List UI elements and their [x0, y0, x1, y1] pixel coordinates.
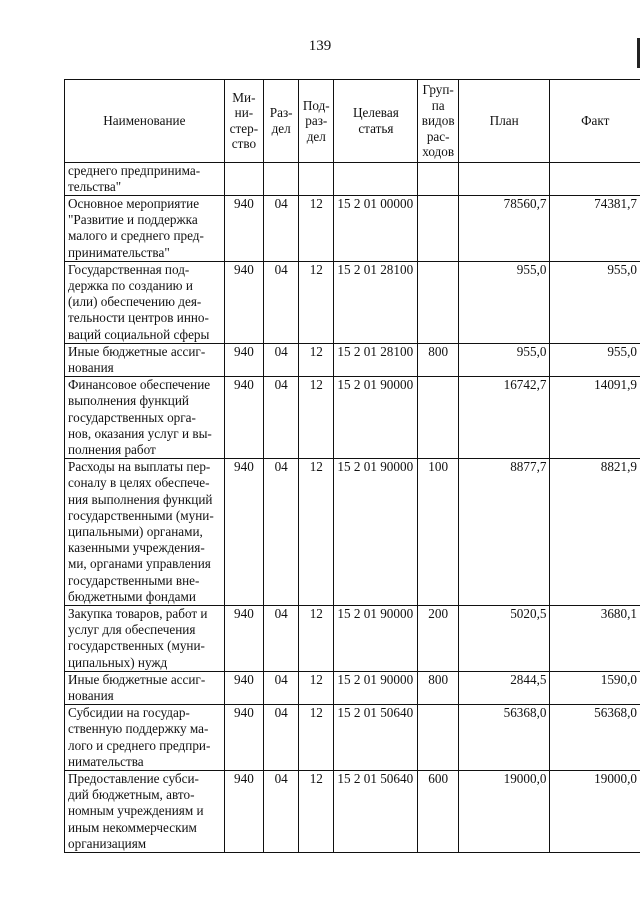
table-row — [65, 377, 640, 459]
cell-group: 100 — [418, 459, 458, 606]
table-header-row — [65, 80, 640, 163]
cell-name-line: Иные бюджетные ассиг- — [68, 671, 206, 687]
cell-ministry: 940 — [224, 705, 263, 771]
header-line: дел — [306, 128, 326, 144]
header-line: ство — [231, 136, 257, 152]
cell-name-line: Предоставление субси- — [68, 771, 199, 787]
header-subsection — [299, 80, 334, 163]
cell-target: 15 2 01 28100 — [334, 261, 418, 343]
header-fact: Факт — [550, 80, 640, 163]
cell-name-line: выполнения функций — [68, 393, 189, 409]
cell-fact: 56368,0 — [550, 705, 640, 771]
header-line: Груп- — [422, 82, 454, 97]
cell-section: 04 — [264, 771, 299, 853]
cell-target: 15 2 01 50640 — [334, 705, 418, 771]
cell-name-line: бюджетными фондами — [68, 588, 196, 604]
cell-subsection: 12 — [299, 605, 334, 671]
cell-target: 15 2 01 90000 — [334, 671, 418, 704]
cell-subsection: 12 — [299, 771, 334, 853]
cell-name-line: Финансовое обеспечение — [68, 377, 211, 393]
cell-ministry: 940 — [224, 771, 263, 853]
cell-name-line: тельности центров инно- — [68, 310, 209, 326]
cell-target: 15 2 01 50640 — [334, 771, 418, 853]
cell-name-line: государственными (муни- — [68, 507, 214, 523]
table-row — [65, 771, 640, 853]
cell-subsection: 12 — [299, 195, 334, 261]
cell-name-line: организациям — [68, 835, 147, 851]
cell-target: 15 2 01 28100 — [334, 343, 418, 376]
cell-plan — [458, 162, 550, 195]
header-line: рас- — [426, 128, 450, 144]
table-body — [65, 162, 640, 853]
cell-fact: 14091,9 — [550, 377, 640, 459]
cell-target: 15 2 01 00000 — [334, 195, 418, 261]
header-section — [264, 80, 299, 163]
cell-subsection: 12 — [299, 377, 334, 459]
cell-name-line: Расходы на выплаты пер- — [68, 459, 211, 475]
cell-name-line: малого и среднего пред- — [68, 228, 204, 244]
cell-name — [65, 459, 225, 606]
cell-ministry: 940 — [224, 459, 263, 606]
cell-name-line: "Развитие и поддержка — [68, 212, 198, 228]
cell-plan: 8877,7 — [458, 459, 550, 606]
table-row — [65, 605, 640, 671]
budget-table — [64, 79, 640, 853]
cell-name-line: нимательства — [68, 753, 144, 769]
header-line: па — [431, 97, 445, 113]
cell-name-line: тельства" — [68, 178, 122, 194]
cell-name-line: Иные бюджетные ассиг- — [68, 343, 206, 359]
cell-name — [65, 605, 225, 671]
cell-name-line: ципальных) нужд — [68, 654, 168, 670]
cell-plan: 56368,0 — [458, 705, 550, 771]
cell-fact — [550, 162, 640, 195]
cell-name — [65, 343, 225, 376]
cell-name-line: лого и среднего предпри- — [68, 737, 211, 753]
cell-subsection: 12 — [299, 705, 334, 771]
cell-name — [65, 261, 225, 343]
header-line: ни- — [234, 105, 254, 121]
cell-plan: 955,0 — [458, 343, 550, 376]
cell-group — [418, 377, 458, 459]
cell-plan: 955,0 — [458, 261, 550, 343]
cell-ministry — [224, 162, 263, 195]
header-line: Под- — [302, 97, 330, 113]
cell-ministry: 940 — [224, 261, 263, 343]
header-line: дел — [271, 120, 291, 136]
cell-name-line: услуг для обеспечения — [68, 622, 196, 638]
cell-target: 15 2 01 90000 — [334, 459, 418, 606]
cell-name — [65, 377, 225, 459]
cell-subsection: 12 — [299, 343, 334, 376]
cell-name — [65, 195, 225, 261]
cell-name-line: соналу в целях обеспече- — [68, 475, 210, 491]
cell-name-line: Субсидии на государ- — [68, 705, 190, 721]
cell-plan: 2844,5 — [458, 671, 550, 704]
cell-section — [264, 162, 299, 195]
cell-name-line: полнения работ — [68, 441, 156, 457]
cell-group: 800 — [418, 343, 458, 376]
cell-section: 04 — [264, 459, 299, 606]
cell-name-line: ципальными) органами, — [68, 523, 203, 539]
cell-name-line: номным учреждениям и — [68, 803, 204, 819]
header-line: Ми- — [232, 89, 256, 105]
cell-plan: 78560,7 — [458, 195, 550, 261]
cell-target — [334, 162, 418, 195]
cell-target: 15 2 01 90000 — [334, 605, 418, 671]
cell-section: 04 — [264, 195, 299, 261]
header-line: Раз- — [269, 105, 293, 121]
cell-name-line: государственных орга- — [68, 409, 196, 425]
header-ministry — [224, 80, 263, 163]
header-line: стер- — [229, 120, 259, 136]
cell-section: 04 — [264, 261, 299, 343]
cell-target: 15 2 01 90000 — [334, 377, 418, 459]
cell-subsection: 12 — [299, 261, 334, 343]
cell-name-line: нования — [68, 688, 114, 703]
cell-section: 04 — [264, 343, 299, 376]
cell-fact: 74381,7 — [550, 195, 640, 261]
page-number: 139 — [308, 38, 332, 54]
cell-ministry: 940 — [224, 343, 263, 376]
cell-name-line: (или) обеспечению дея- — [68, 294, 202, 310]
cell-name-line: ственную поддержку ма- — [68, 721, 209, 737]
cell-plan: 5020,5 — [458, 605, 550, 671]
cell-name — [65, 671, 225, 704]
cell-fact: 955,0 — [550, 343, 640, 376]
cell-group — [418, 195, 458, 261]
cell-group: 600 — [418, 771, 458, 853]
cell-name-line: принимательства" — [68, 244, 170, 260]
table-row — [65, 162, 640, 195]
cell-name-line: Основное мероприятие — [68, 195, 200, 211]
header-line: раз- — [305, 113, 328, 128]
cell-name-line: Закупка товаров, работ и — [68, 605, 208, 621]
cell-name-line: иным некоммерческим — [68, 819, 197, 835]
cell-name-line: Государственная под- — [68, 261, 190, 277]
table-row — [65, 671, 640, 704]
header-line: статья — [358, 120, 394, 136]
cell-name-line: государственных (муни- — [68, 638, 205, 654]
cell-subsection: 12 — [299, 671, 334, 704]
header-line: Целевая — [353, 105, 399, 121]
cell-name-line: держка по созданию и — [68, 277, 193, 293]
cell-section: 04 — [264, 705, 299, 771]
cell-name-line: дий бюджетным, авто- — [68, 787, 195, 803]
table-row — [65, 343, 640, 376]
cell-group: 200 — [418, 605, 458, 671]
table-row — [65, 459, 640, 606]
cell-name — [65, 162, 225, 195]
cell-name — [65, 771, 225, 853]
header-target — [334, 80, 418, 163]
header-name: Наименование — [65, 80, 225, 163]
cell-group — [418, 261, 458, 343]
cell-fact: 8821,9 — [550, 459, 640, 606]
cell-group — [418, 162, 458, 195]
cell-section: 04 — [264, 377, 299, 459]
header-group — [418, 80, 458, 163]
cell-name-line: казенными учреждения- — [68, 540, 205, 556]
cell-plan: 16742,7 — [458, 377, 550, 459]
cell-ministry: 940 — [224, 605, 263, 671]
cell-name-line: среднего предпринима- — [68, 162, 201, 178]
cell-name — [65, 705, 225, 771]
cell-group: 800 — [418, 671, 458, 704]
cell-name-line: ми, органами управления — [68, 556, 211, 572]
table-row — [65, 195, 640, 261]
cell-section: 04 — [264, 605, 299, 671]
table-row — [65, 705, 640, 771]
table-row — [65, 261, 640, 343]
cell-fact: 955,0 — [550, 261, 640, 343]
cell-plan: 19000,0 — [458, 771, 550, 853]
cell-subsection: 12 — [299, 459, 334, 606]
cell-fact: 19000,0 — [550, 771, 640, 853]
cell-ministry: 940 — [224, 671, 263, 704]
cell-ministry: 940 — [224, 377, 263, 459]
cell-subsection — [299, 162, 334, 195]
header-line: видов — [421, 113, 455, 128]
cell-section: 04 — [264, 671, 299, 704]
header-plan: План — [458, 80, 550, 163]
cell-fact: 3680,1 — [550, 605, 640, 671]
cell-fact: 1590,0 — [550, 671, 640, 704]
cell-name-line: ваций социальной сферы — [68, 326, 210, 342]
cell-name-line: государственными вне- — [68, 572, 200, 588]
cell-ministry: 940 — [224, 195, 263, 261]
cell-group — [418, 705, 458, 771]
cell-name-line: ния выполнения функций — [68, 491, 213, 507]
cell-name-line: нования — [68, 359, 114, 375]
cell-name-line: нов, оказания услуг и вы- — [68, 425, 212, 441]
header-line: ходов — [422, 144, 455, 159]
